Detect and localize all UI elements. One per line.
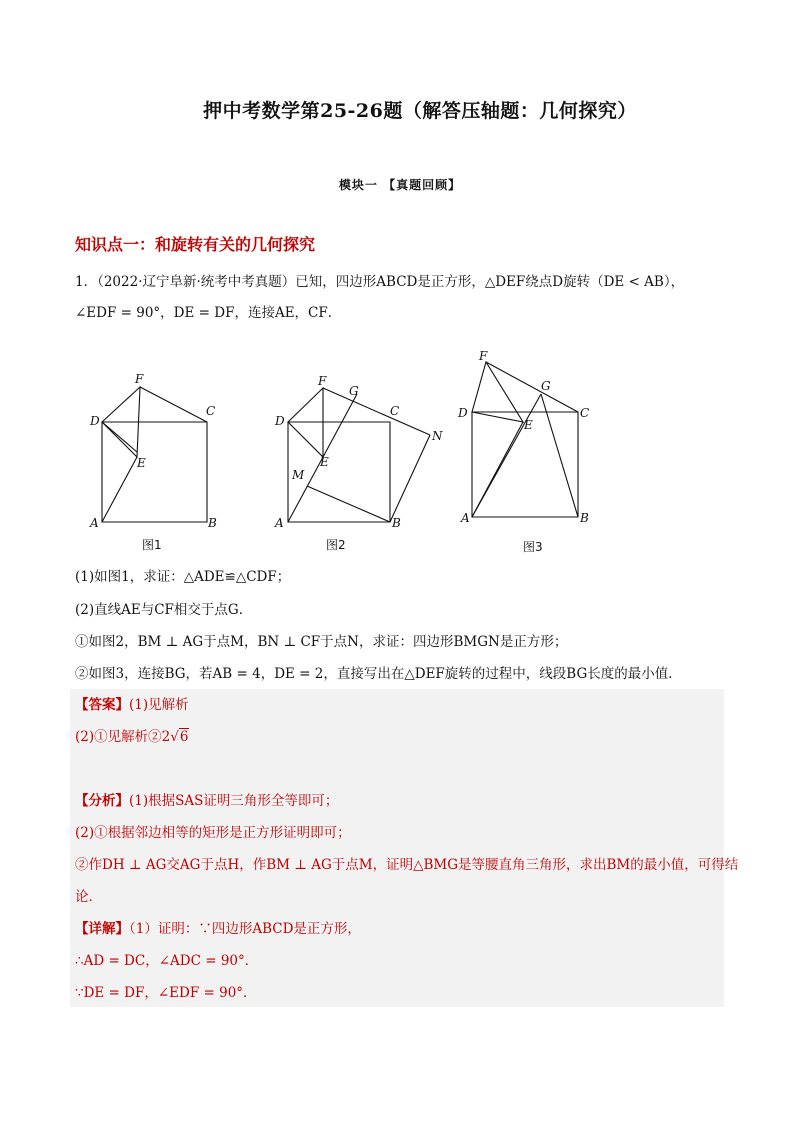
fig2-label-n: N [432, 429, 443, 443]
fig3-label-f: F [479, 349, 488, 363]
analysis-line-2: (2)①根据邻边相等的矩形是正方形证明即可； [75, 825, 351, 841]
fig3-label-a: A [461, 511, 470, 525]
answer-part-1: (1)见解析 [129, 697, 189, 713]
fig1-segment-ae [102, 457, 137, 522]
sqrt-radicand: 6 [179, 729, 189, 745]
detail-line-1 [75, 919, 361, 939]
fig2-label-f: F [318, 374, 327, 388]
fig1-segment-de-inner [102, 422, 137, 452]
figures-group [70, 345, 630, 560]
detail-line-3: ∵DE = DF，∠EDF = 90°． [75, 985, 257, 1001]
fig1-label-b: B [208, 516, 217, 530]
fig2-caption: 图2 [326, 538, 346, 552]
question-2-1: ①如图2，BM ⊥ AG于点M，BN ⊥ CF于点N，求证：四边形BMGN是正方形； [75, 634, 568, 650]
answer-line-2 [75, 727, 189, 747]
answer-label: 【答案】 [75, 697, 129, 713]
sqrt-symbol: √ [170, 729, 179, 745]
fig2-label-d: D [275, 414, 285, 428]
fig3-label-e: E [524, 418, 533, 432]
fig2-label-m: M [292, 468, 305, 482]
fig3-segment-ae [472, 422, 523, 517]
solution-box [70, 689, 739, 1007]
fig1-segment-cf [140, 387, 207, 422]
fig1-label-c: C [206, 404, 216, 418]
fig3-label-b: B [580, 511, 589, 525]
detail-text-1: （1）证明：∵四边形ABCD是正方形， [129, 921, 361, 937]
problem-line-1: 1．（2022·辽宁阜新·统考中考真题）已知，四边形ABCD是正方形，△DEF绕点D旋转（DE < AB）， [75, 274, 685, 290]
fig3-label-d: D [458, 406, 468, 420]
question-2: (2)直线AE与CF相交于点G． [75, 602, 253, 618]
fig1-label-d: D [90, 414, 100, 428]
fig1-label-e: E [137, 456, 146, 470]
analysis-label: 【分析】 [75, 793, 129, 809]
answer-part-2: (2)①见解析②2 [75, 729, 171, 745]
analysis-line-3: ②作DH ⊥ AG交AG于点H，作BM ⊥ AG于点M，证明△BMG是等腰直角三角形，求出BM的最小值，可得结 [75, 857, 739, 873]
fig1-label-f: F [135, 372, 144, 386]
module-heading: 模块一 【真题回顾】 [338, 178, 462, 192]
analysis-text-1: (1)根据SAS证明三角形全等即可； [129, 793, 339, 809]
fig2-label-e: E [320, 455, 329, 469]
detail-line-2: ∴AD = DC，∠ADC = 90°． [75, 953, 259, 969]
fig2-label-g: G [349, 384, 359, 398]
sqrt-expression [170, 727, 189, 747]
fig3-caption: 图3 [523, 540, 543, 554]
fig3-label-c: C [580, 406, 590, 420]
fig1-caption: 图1 [142, 538, 162, 552]
fig3-line-fc [486, 362, 578, 412]
fig2-segment-bm [307, 486, 390, 522]
detail-label: 【详解】 [75, 921, 129, 937]
fig2-label-c: C [390, 404, 400, 418]
fig1-label-a: A [90, 516, 99, 530]
fig3-triangle-def [472, 362, 523, 422]
geometry-figures [70, 345, 630, 560]
question-2-2: ②如图3，连接BG，若AB = 4，DE = 2，直接写出在△DEF旋转的过程中，线段BG长度的最小值． [75, 666, 682, 682]
fig2-label-a: A [275, 516, 284, 530]
knowledge-point-heading: 知识点一：和旋转有关的几何探究 [75, 235, 316, 254]
answer-line-1 [75, 695, 189, 715]
page-title: 押中考数学第25-26题（解答压轴题：几何探究） [203, 100, 637, 122]
fig2-label-b: B [392, 516, 401, 530]
fig3-label-g: G [541, 379, 551, 393]
question-1: (1)如图1，求证：△ADE≌△CDF； [75, 569, 291, 585]
fig2-segment-bn [390, 435, 430, 522]
analysis-line-1 [75, 791, 338, 811]
problem-line-2: ∠EDF = 90°，DE = DF，连接AE，CF． [75, 305, 342, 321]
analysis-line-4: 论． [75, 889, 102, 905]
